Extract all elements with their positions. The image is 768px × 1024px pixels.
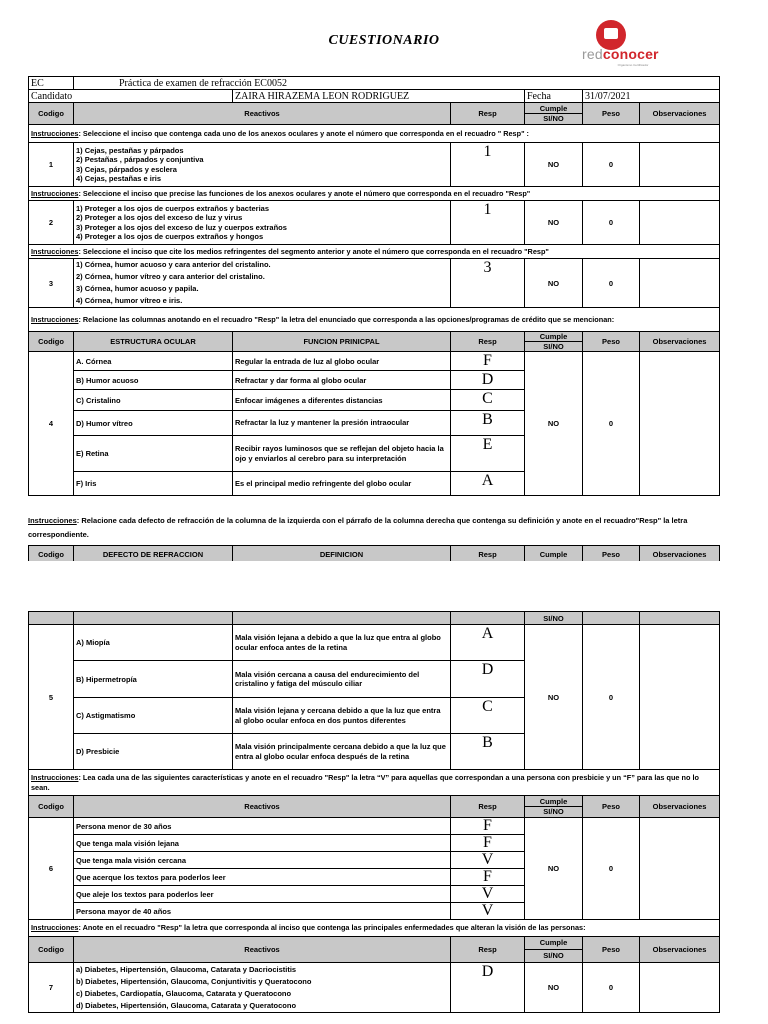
q5-col-cumple: Cumple (525, 546, 583, 564)
q5-cumple: NO (525, 625, 583, 770)
q4-observaciones[interactable] (640, 352, 720, 496)
q2-code: 2 (29, 201, 74, 245)
q1-cumple: NO (525, 143, 583, 187)
candidato-label: Candidato (29, 90, 233, 103)
q5-col-defecto: DEFECTO DE REFRACCION (74, 546, 233, 564)
q5-instruction: Instrucciones: Relacione cada defecto de refracción de la columna de la izquierda con el párrafo de la columna derecha que contenga su definición y anote en el recuadro"Resp" la letra correspondiente. (28, 516, 688, 539)
q5-header-cont-row (29, 612, 720, 625)
q6-instruction: Instrucciones: Lea cada una de las siguientes características y anote en el recuadro "Resp" la letra “V” para aquellas que correspondan a una persona con presbicie y un “F” para las que no lo sean. (29, 770, 720, 796)
q4-funcion-e: Recibir rayos luminosos que se reflejan del objeto hacia la ojo y enviarlos al cerebro para su interpretación (233, 436, 451, 472)
q4-header-row (29, 332, 720, 352)
q5-definicion-b: Mala visión cercana a causa del endurecimiento del cristalino y fatiga del músculo ciliar (233, 661, 451, 698)
q6-resp-5[interactable]: V (451, 886, 525, 903)
q4-col-peso: Peso (583, 332, 640, 352)
q2-peso: 0 (583, 201, 640, 245)
q6-resp-3[interactable]: V (451, 852, 525, 869)
q3-code: 3 (29, 259, 74, 308)
q6-cumple: NO (525, 818, 583, 920)
q1-peso: 0 (583, 143, 640, 187)
ec-label: EC (29, 77, 74, 90)
q5-defecto-a: A) Miopía (74, 625, 233, 661)
q1-options: 1) Cejas, pestañas y párpados 2) Pestañas , párpados y conjuntiva 3) Cejas, párpados y esclera 4) Cejas, pestañas e iris (74, 143, 451, 187)
q3-observaciones[interactable] (640, 259, 720, 308)
q2-row (29, 201, 720, 245)
questionnaire-table-top (28, 76, 720, 496)
page-title: CUESTIONARIO (328, 33, 440, 48)
q7-code: 7 (29, 963, 74, 1013)
q6-resp-4[interactable]: F (451, 869, 525, 886)
q4-resp-e[interactable]: E (451, 436, 525, 472)
q7-col-reactivos: Reactivos (74, 937, 451, 963)
q5-col-definicion: DEFINICION (233, 546, 451, 564)
fecha-value: 31/07/2021 (583, 90, 720, 103)
q4-estructura-c: C) Cristalino (74, 390, 233, 411)
q4-estructura-f: F) Iris (74, 472, 233, 496)
q6-col-resp: Resp (451, 796, 525, 818)
q7-instruction-row (29, 920, 720, 937)
col-reactivos: Reactivos (74, 103, 451, 125)
q4-cumple: NO (525, 352, 583, 496)
q7-cumple: NO (525, 963, 583, 1013)
fecha-label: Fecha (525, 90, 583, 103)
q2-resp[interactable]: 1 (451, 201, 525, 245)
q4-resp-c[interactable]: C (451, 390, 525, 411)
q6-item-5: Que aleje los textos para poderlos leer (74, 886, 451, 903)
q6-header-row (29, 796, 720, 818)
q7-row (29, 963, 720, 1013)
q7-options: a) Diabetes, Hipertensión, Glaucoma, Catarata y Dacriocistitis b) Diabetes, Hipertensión, Glaucoma, Conjuntivitis y Queratocono c) Diabetes, Cardiopatía, Glaucoma, Catarata y Queratocono d) Diabetes, Hipertensión, Glaucoma, Catarata y Queratocono (74, 963, 451, 1013)
q4-col-resp: Resp (451, 332, 525, 352)
q6-observaciones[interactable] (640, 818, 720, 920)
q3-cumple: NO (525, 259, 583, 308)
q4-col-estructura: ESTRUCTURA OCULAR (74, 332, 233, 352)
q5-item-row (29, 625, 720, 661)
column-header-row (29, 103, 720, 125)
q5-col-resp: Resp (451, 546, 525, 564)
q6-item-4: Que acerque los textos para poderlos leer (74, 869, 451, 886)
q6-col-peso: Peso (583, 796, 640, 818)
q7-instruction: Instrucciones: Anote en el recuadro "Resp" la letra que corresponda al inciso que contenga las principales enfermedades que alteran la visión de las personas: (29, 920, 720, 937)
q7-observaciones[interactable] (640, 963, 720, 1013)
q6-resp-2[interactable]: F (451, 835, 525, 852)
q4-estructura-a: A. Córnea (74, 352, 233, 371)
q2-cumple: NO (525, 201, 583, 245)
q4-col-observaciones: Observaciones (640, 332, 720, 352)
questionnaire-table-bottom (28, 611, 720, 1013)
q6-col-observaciones: Observaciones (640, 796, 720, 818)
q7-col-resp: Resp (451, 937, 525, 963)
q6-item-row (29, 818, 720, 835)
q1-observaciones[interactable] (640, 143, 720, 187)
q2-observaciones[interactable] (640, 201, 720, 245)
q2-options: 1) Proteger a los ojos de cuerpos extraños y bacterias 2) Proteger a los ojos del exceso de luz y virus 3) Proteger a los ojos del exceso de luz y cuerpos extraños 4) Proteger a los ojos de cuerpos extraños y hongos (74, 201, 451, 245)
q5-resp-a[interactable]: A (451, 625, 525, 661)
q5-peso: 0 (583, 625, 640, 770)
q6-resp-1[interactable]: F (451, 818, 525, 835)
q3-instruction-row (29, 245, 720, 259)
q6-item-1: Persona menor de 30 años (74, 818, 451, 835)
q1-instruction: Instrucciones: Seleccione el inciso que contenga cada uno de los anexos oculares y anote el número que corresponda en el recuadro " Resp" : (29, 125, 720, 143)
q2-instruction: Instrucciones: Seleccione el inciso que precise las funciones de los anexos oculares y anote el número que corresponda en el recuadro "Resp" (29, 187, 720, 201)
q1-row (29, 143, 720, 187)
q4-item-row (29, 352, 720, 371)
q5-col-peso: Peso (583, 546, 640, 564)
q6-instruction-row (29, 770, 720, 796)
q5-observaciones[interactable] (640, 625, 720, 770)
q6-peso: 0 (583, 818, 640, 920)
ec-value: Práctica de examen de refracción EC0052 (74, 77, 720, 90)
col-cumple: Cumple SI/NO (525, 103, 583, 125)
q7-col-observaciones: Observaciones (640, 937, 720, 963)
logo-wordmark: redconocer (582, 46, 659, 62)
q4-instruction: Instrucciones: Relacione las columnas anotando en el recuadro "Resp" la letra del enunciado que corresponda a las opciones/programas de crédito que se mencionan: (29, 308, 720, 332)
q4-resp-a[interactable]: F (451, 352, 525, 371)
q5-col-codigo: Codigo (29, 546, 74, 564)
col-peso: Peso (583, 103, 640, 125)
candidato-value: ZAIRA HIRAZEMA LEON RODRIGUEZ (233, 90, 525, 103)
q6-item-2: Que tenga mala visión lejana (74, 835, 451, 852)
q4-col-codigo: Codigo (29, 332, 74, 352)
q4-funcion-c: Enfocar imágenes a diferentes distancias (233, 390, 451, 411)
q5-definicion-c: Mala visión lejana y cercana debido a que la luz que entra al globo ocular enfoca en dos puntos diferentes (233, 698, 451, 734)
q7-col-peso: Peso (583, 937, 640, 963)
q4-estructura-d: D) Humor vítreo (74, 411, 233, 436)
q7-peso: 0 (583, 963, 640, 1013)
q6-col-cumple: Cumple SI/NO (525, 796, 583, 818)
q4-funcion-b: Refractar y dar forma al globo ocular (233, 371, 451, 390)
q4-code: 4 (29, 352, 74, 496)
q6-item-3: Que tenga mala visión cercana (74, 852, 451, 869)
q6-code: 6 (29, 818, 74, 920)
q4-resp-d[interactable]: B (451, 411, 525, 436)
q3-resp[interactable]: 3 (451, 259, 525, 308)
q4-peso: 0 (583, 352, 640, 496)
ec-row (29, 77, 720, 90)
page-break-gap (0, 561, 768, 611)
q4-col-cumple: Cumple SI/NO (525, 332, 583, 352)
col-resp: Resp (451, 103, 525, 125)
q4-resp-b[interactable]: D (451, 371, 525, 390)
q7-header-row (29, 937, 720, 963)
q4-estructura-e: E) Retina (74, 436, 233, 472)
q1-instruction-row (29, 125, 720, 143)
red-conocer-logo (582, 20, 682, 76)
q1-resp[interactable]: 1 (451, 143, 525, 187)
q3-instruction: Instrucciones: Seleccione el inciso que cite los medios refringentes del segmento anterior y anote el número que corresponda en el recuadro "Resp" (29, 245, 720, 259)
q5-col-sino: SI/NO (525, 612, 583, 625)
candidato-row (29, 90, 720, 103)
q7-resp[interactable]: D (451, 963, 525, 1013)
q5-definicion-a: Mala visión lejana a debido a que la luz que entra al globo ocular enfoca antes de la retina (233, 625, 451, 661)
q4-funcion-f: Es el principal medio refringente del globo ocular (233, 472, 451, 496)
q6-col-codigo: Codigo (29, 796, 74, 818)
q3-row (29, 259, 720, 308)
q5-col-observaciones: Observaciones (640, 546, 720, 564)
q7-col-cumple: Cumple SI/NO (525, 937, 583, 963)
col-observaciones: Observaciones (640, 103, 720, 125)
q5-defecto-c: C) Astigmatismo (74, 698, 233, 734)
q5-resp-d[interactable]: B (451, 734, 525, 770)
q5-defecto-d: D) Presbicie (74, 734, 233, 770)
q7-col-codigo: Codigo (29, 937, 74, 963)
q4-funcion-a: Regular la entrada de luz al globo ocular (233, 352, 451, 371)
q4-resp-f[interactable]: A (451, 472, 525, 496)
logo-subtitle: Organismo Certificador (617, 63, 649, 67)
q4-estructura-b: B) Humor acuoso (74, 371, 233, 390)
q6-resp-6[interactable]: V (451, 903, 525, 920)
q5-resp-b[interactable]: D (451, 661, 525, 698)
q2-instruction-row (29, 187, 720, 201)
q3-peso: 0 (583, 259, 640, 308)
q6-col-reactivos: Reactivos (74, 796, 451, 818)
q1-code: 1 (29, 143, 74, 187)
q4-col-funcion: FUNCION PRINICPAL (233, 332, 451, 352)
q4-instruction-row (29, 308, 720, 332)
q4-funcion-d: Refractar la luz y mantener la presión intraocular (233, 411, 451, 436)
col-codigo: Codigo (29, 103, 74, 125)
q5-code: 5 (29, 625, 74, 770)
q6-item-6: Persona mayor de 40 años (74, 903, 451, 920)
q5-defecto-b: B) Hipermetropía (74, 661, 233, 698)
q5-resp-c[interactable]: C (451, 698, 525, 734)
q3-options: 1) Córnea, humor acuoso y cara anterior del cristalino. 2) Córnea, humor vítreo y cara anterior del cristalino. 3) Córnea, humor acuoso y papila. 4) Córnea, humor vítreo e iris. (74, 259, 451, 308)
q5-definicion-d: Mala visión principalmente cercana debido a que la luz que entra al globo ocular enfoca después de la retina (233, 734, 451, 770)
